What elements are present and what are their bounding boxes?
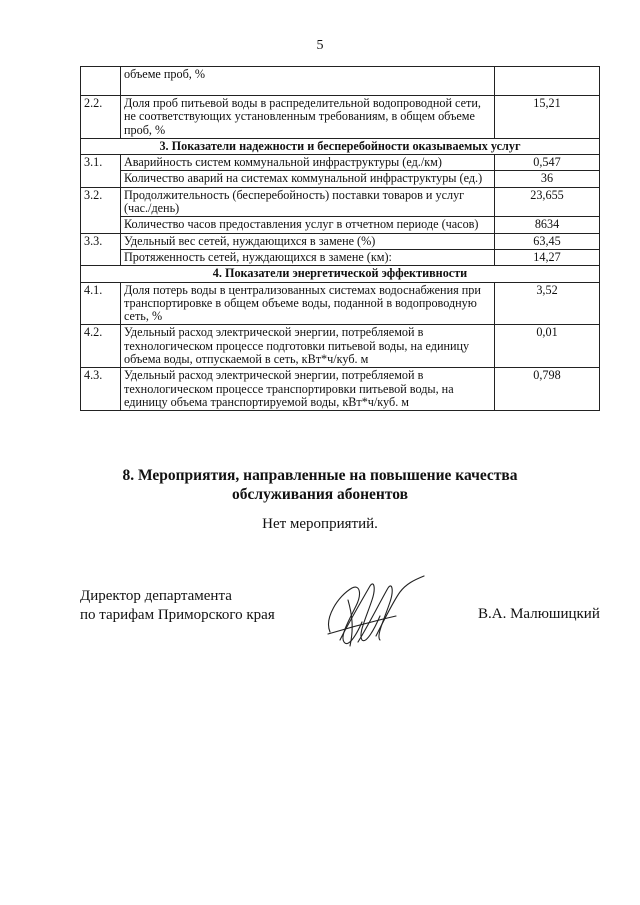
row-value: 3,52 — [495, 282, 600, 325]
position-line: Директор департамента — [80, 588, 232, 604]
table-row — [81, 67, 600, 96]
row-value: 14,27 — [495, 249, 600, 265]
row-value: 15,21 — [495, 96, 600, 139]
table-row — [81, 249, 600, 265]
row-value: 8634 — [495, 217, 600, 233]
section-title: 4. Показатели энергетической эффективности — [81, 266, 600, 282]
table-row — [81, 217, 600, 233]
row-number: 3.3. — [81, 233, 121, 266]
page-number: 5 — [316, 38, 324, 53]
row-number: 4.3. — [81, 368, 121, 411]
row-value: 63,45 — [495, 233, 600, 249]
signer-name: В.А. Малюшицкий — [478, 606, 600, 622]
section-row — [81, 138, 600, 154]
signer-position — [80, 587, 275, 625]
table-row — [81, 233, 600, 249]
heading-line: 8. Мероприятия, направленные на повышение качества — [122, 467, 518, 484]
section-title: 3. Показатели надежности и бесперебойности оказываемых услуг — [81, 138, 600, 154]
row-value: 0,798 — [495, 368, 600, 411]
row-value: 0,547 — [495, 155, 600, 171]
row-number: 4.2. — [81, 325, 121, 368]
handwritten-signature — [318, 570, 428, 655]
row-indicator: Продолжительность (бесперебойность) поставки товаров и услуг (час./день) — [121, 187, 495, 217]
row-indicator: Количество аварий на системах коммунальной инфраструктуры (ед.) — [121, 171, 495, 187]
table-row — [81, 187, 600, 217]
row-number: 3.2. — [81, 187, 121, 233]
row-indicator: Количество часов предоставления услуг в отчетном периоде (часов) — [121, 217, 495, 233]
position-line: по тарифам Приморского края — [80, 607, 275, 623]
row-indicator: Удельный расход электрической энергии, потребляемой в технологическом процессе транспортировки питьевой воды, на единицу объема транспортируемой воды, кВт*ч/куб. м — [121, 368, 495, 411]
table-row — [81, 96, 600, 139]
indicators-table — [80, 66, 600, 411]
section-heading — [0, 466, 640, 504]
row-value — [495, 67, 600, 96]
row-indicator: Аварийность систем коммунальной инфраструктуры (ед./км) — [121, 155, 495, 171]
row-indicator: Доля потерь воды в централизованных системах водоснабжения при транспортировке в общем объеме воды, поданной в водопроводную сеть, % — [121, 282, 495, 325]
row-indicator: Удельный расход электрической энергии, потребляемой в технологическом процессе подготовки питьевой воды, на единицу объема воды, отпускаемой в сеть, кВт*ч/куб. м — [121, 325, 495, 368]
table-row — [81, 368, 600, 411]
row-value: 0,01 — [495, 325, 600, 368]
table-row — [81, 155, 600, 171]
table-row — [81, 171, 600, 187]
section-body: Нет мероприятий. — [262, 516, 378, 532]
row-indicator: Протяженность сетей, нуждающихся в замене (км): — [121, 249, 495, 265]
row-number: 2.2. — [81, 96, 121, 139]
row-number: 3.1. — [81, 155, 121, 188]
section-row — [81, 266, 600, 282]
row-value: 23,655 — [495, 187, 600, 217]
heading-line: обслуживания абонентов — [232, 486, 408, 503]
row-number: 4.1. — [81, 282, 121, 325]
table-row — [81, 282, 600, 325]
row-number — [81, 67, 121, 96]
table-row — [81, 325, 600, 368]
row-value: 36 — [495, 171, 600, 187]
row-indicator: объеме проб, % — [121, 67, 495, 96]
row-indicator: Удельный вес сетей, нуждающихся в замене (%) — [121, 233, 495, 249]
row-indicator: Доля проб питьевой воды в распределительной водопроводной сети, не соответствующих установленным требованиям, в общем объеме проб, % — [121, 96, 495, 139]
